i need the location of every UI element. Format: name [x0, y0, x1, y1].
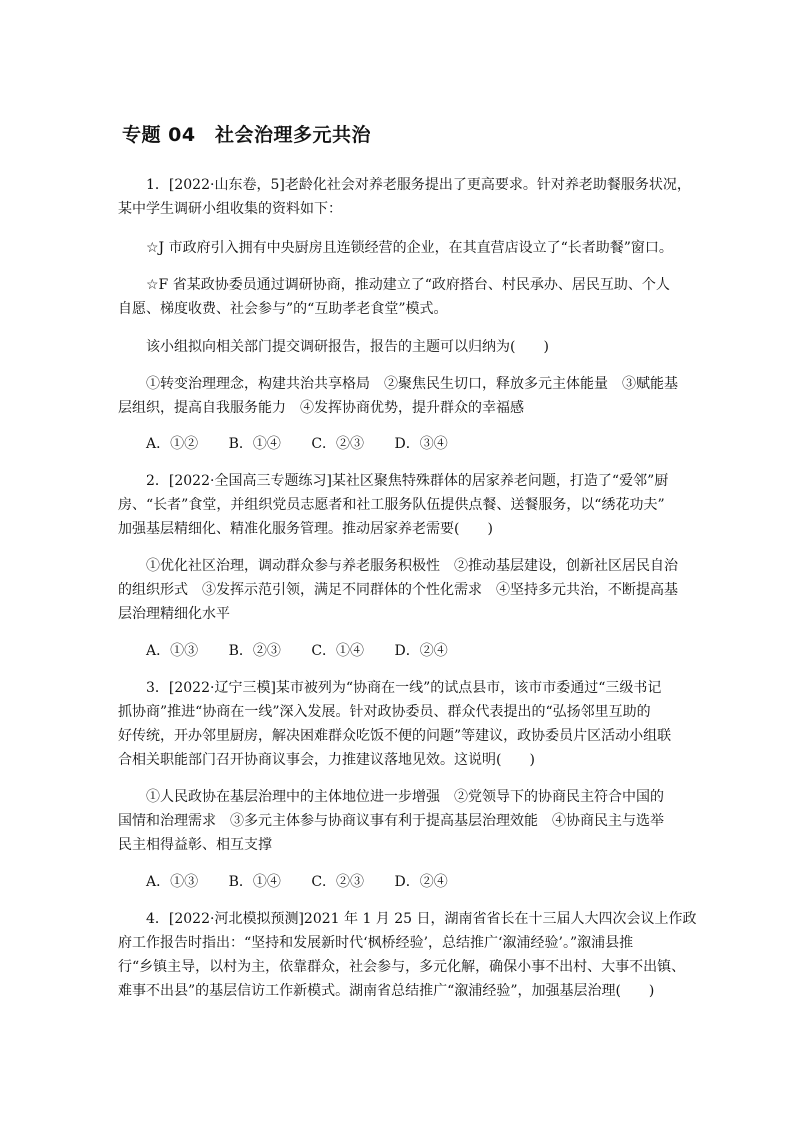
q4-stem-line: 府工作报告时指出：“坚持和发展新时代‘枫桥经验’，总结推广‘溆浦经验’。”溆浦县推	[118, 935, 634, 951]
q3-stem-line: 3．[2022·辽宁三模]某市被列为“协商在一线”的试点县市，该市市委通过“三级书记	[146, 680, 662, 696]
q2-items: 的组织形式 ③发挥示范引领，满足不同群体的个性化需求 ④坚持多元共治，不断提高基	[118, 582, 678, 598]
q1-material-2: ☆F 省某政协委员通过调研协商，推动建立了“政府搭台、村民承办、居民互助、个人	[146, 277, 670, 293]
q1-question: 该小组拟向相关部门提交调研报告，报告的主题可以归纳为( )	[146, 339, 549, 355]
q3-items: 国情和治理需求 ③多元主体参与协商议事有利于提高基层治理效能 ④协商民主与选举	[118, 813, 664, 829]
option-d: D．③④	[394, 436, 448, 452]
q3-options	[146, 872, 706, 892]
q4-stem-line: 4．[2022·河北模拟预测]2021 年 1 月 25 日，湖南省省长在十三届人大四次会议上作政	[146, 911, 697, 927]
q1-options	[146, 434, 706, 454]
q2-items: 层治理精细化水平	[118, 606, 230, 622]
q1-items: 层组织，提高自我服务能力 ④发挥协商优势，提升群众的幸福感	[118, 400, 524, 416]
q1-stem-line: 某中学生调研小组收集的资料如下：	[118, 201, 342, 217]
option-b: B．①④	[228, 874, 281, 890]
q4-stem-line: 行“乡镇主导，以村为主，依靠群众，社会参与，多元化解，确保小事不出村、大事不出镇、	[118, 959, 686, 975]
q1-stem-line: 1．[2022·山东卷，5]老龄化社会对养老服务提出了更高要求。针对养老助餐服务状况，	[146, 177, 691, 193]
option-a: A．①③	[146, 874, 199, 890]
q2-stem-line: 2．[2022·全国高三专题练习]某社区聚焦特殊群体的居家养老问题，打造了“爱邻”厨	[146, 473, 669, 489]
option-a: A．①②	[146, 436, 199, 452]
q2-items: ①优化社区治理，调动群众参与养老服务积极性 ②推动基层建设，创新社区居民自治	[146, 558, 678, 574]
option-a: A．①③	[146, 643, 199, 659]
option-c: C．②③	[311, 436, 365, 452]
q1-material-2: 自愿、梯度收费、社会参与”的“互助孝老食堂”模式。	[118, 301, 448, 317]
page-title: 专题 04 社会治理多元共治	[122, 124, 372, 146]
option-b: B．②③	[228, 643, 281, 659]
option-d: D．②④	[394, 874, 448, 890]
q1-material-1: ☆J 市政府引入拥有中央厨房且连锁经营的企业，在其直营店设立了“长者助餐”窗口。	[146, 240, 673, 256]
q3-stem-line: 合相关职能部门召开协商议事会，力推建议落地见效。这说明( )	[118, 752, 535, 768]
q2-options	[146, 641, 706, 661]
q3-items: ①人民政协在基层治理中的主体地位进一步增强 ②党领导下的协商民主符合中国的	[146, 789, 664, 805]
option-b: B．①④	[228, 436, 281, 452]
q2-stem-line: 加强基层精细化、精准化服务管理。推动居家养老需要( )	[118, 521, 493, 537]
option-d: D．②④	[394, 643, 448, 659]
q2-stem-line: 房、“长者”食堂，并组织党员志愿者和社工服务队伍提供点餐、送餐服务，以“绣花功夫”	[118, 497, 665, 513]
q1-items: ①转变治理理念，构建共治共享格局 ②聚焦民生切口，释放多元主体能量 ③赋能基	[146, 376, 678, 392]
q3-stem-line: 抓协商”推进“协商在一线”深入发展。针对政协委员、群众代表提出的“弘扬邻里互助的	[118, 704, 651, 720]
q3-stem-line: 好传统，开办邻里厨房，解决困难群众吃饭不便的问题”等建议，政协委员片区活动小组联	[118, 728, 672, 744]
option-c: C．②③	[311, 874, 365, 890]
q3-items: 民主相得益彰、相互支撑	[118, 837, 272, 853]
q4-stem-line: 难事不出县”的基层信访工作新模式。湖南省总结推广“溆浦经验”，加强基层治理( )	[118, 983, 655, 999]
option-c: C．①④	[311, 643, 365, 659]
